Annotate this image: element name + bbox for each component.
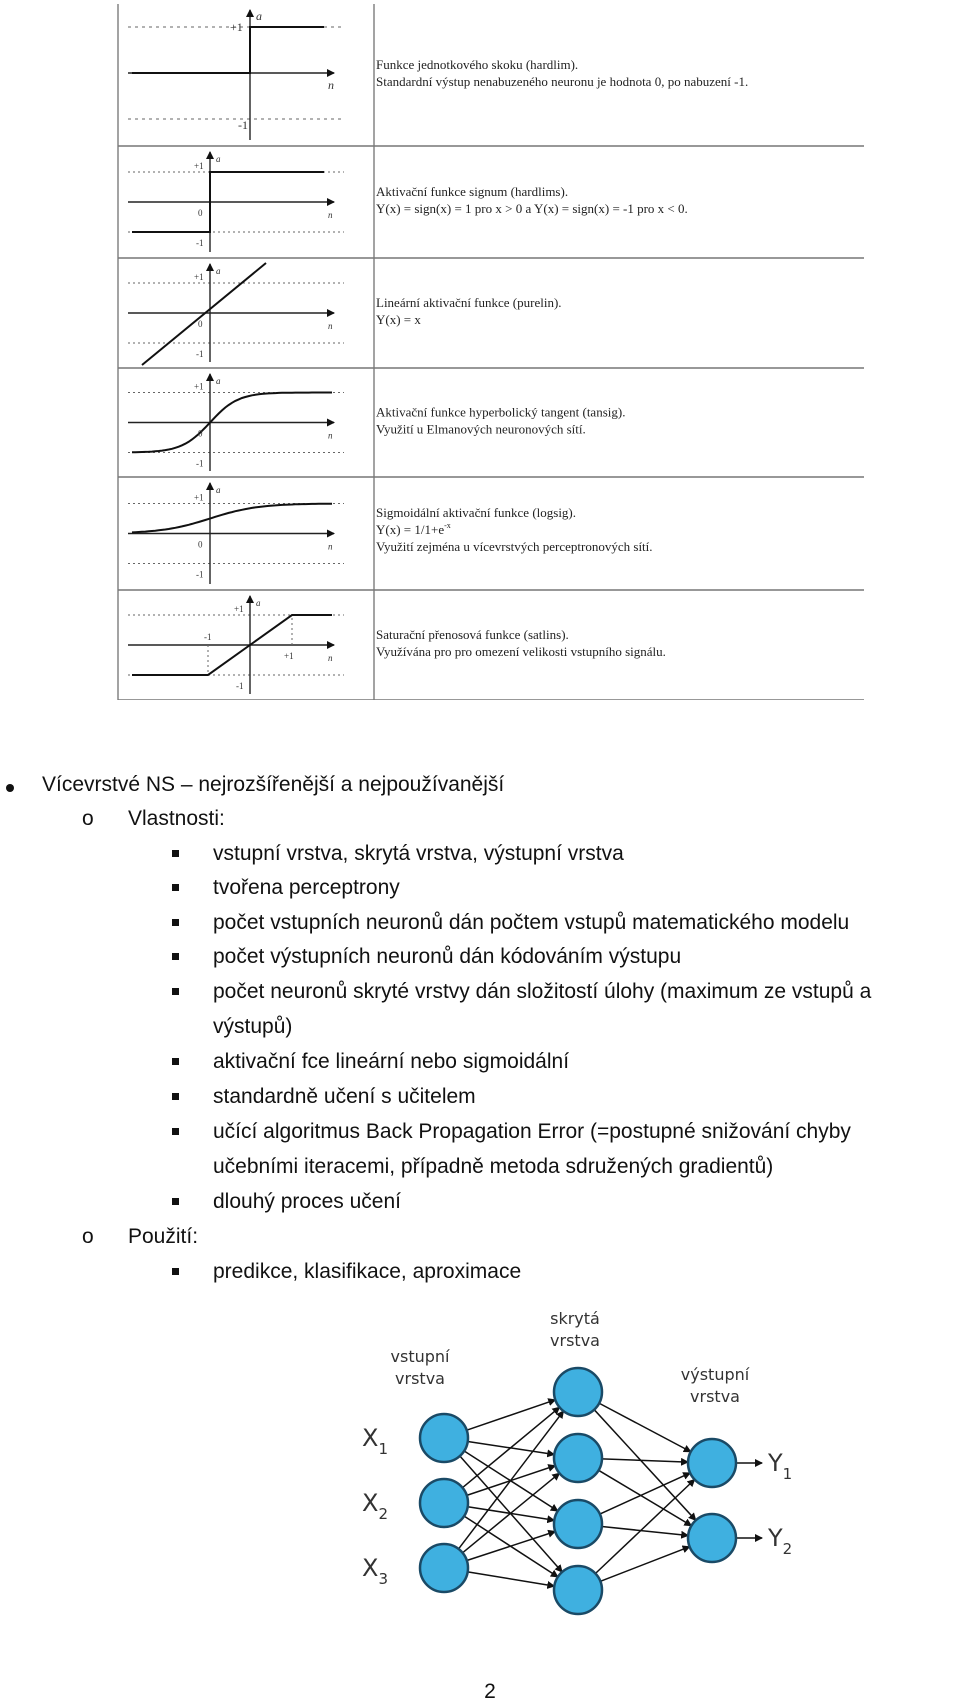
layer-label-hidden: skrytá [550,1309,600,1328]
section-label-vlastnosti: Vlastnosti: [128,807,225,830]
activation-function-table [0,0,960,700]
table-row [118,263,864,368]
activation-curve [142,263,266,365]
activation-graph [128,152,344,252]
bullet-square-icon [172,1093,179,1100]
function-description: Y(x) = sign(x) = 1 pro x > 0 a Y(x) = sign(x) = -1 pro x < 0. [376,201,688,216]
layer-label-input: vrstva [395,1369,445,1388]
tick-label: +1 [194,161,204,171]
list-item: počet výstupních neuronů dán kódováním výstupu [213,945,682,968]
activation-graph [128,263,344,365]
output-neuron [688,1514,736,1562]
input-label: $X_3$ [362,1554,388,1588]
connection-arrow [600,1547,689,1582]
bullet-square-icon [172,1198,179,1205]
table-row [118,152,864,258]
hidden-neuron [554,1566,602,1614]
input-neuron [420,1414,468,1462]
function-description: Aktivační funkce signum (hardlims). [376,184,569,199]
axis-label: a [256,598,261,608]
layer-label-input: vstupní [390,1347,450,1366]
connection-arrow [463,1473,560,1553]
tick-label: -1 [236,681,244,691]
tick-label: -1 [196,349,204,359]
activation-graph [128,374,344,471]
output-label: $Y_2$ [768,1524,793,1558]
list-item: počet vstupních neuronů dán počtem vstupů matematického modelu [213,911,850,934]
neural-network-diagram [350,1300,830,1650]
section-label-pouziti: Použití: [128,1225,199,1248]
axis-label: a [216,376,221,386]
layer-label-hidden: vrstva [550,1331,600,1350]
bullet-circle-icon: o [82,807,94,830]
function-description: Saturační přenosová funkce (satlins). [376,627,569,642]
tick-label: +1 [230,20,243,34]
bullet-dot-icon [6,784,14,792]
activation-graph [128,596,344,694]
list-item: tvořena perceptrony [213,876,400,899]
input-label: $X_1$ [362,1424,388,1458]
axis-label: a [216,154,221,164]
outline-heading: Vícevrstvé NS – nejrozšířenější a nejpoužívanější [42,773,505,796]
bullet-square-icon [172,1128,179,1135]
connection-arrow [462,1407,559,1487]
activation-graph [128,9,344,140]
function-description: Využití u Elmanových neuronových sítí. [376,421,586,437]
connection-arrow [602,1526,688,1535]
activation-curve [132,504,332,533]
list-item: aktivační fce lineární nebo sigmoidální [213,1050,570,1073]
tick-label: 0 [198,208,203,218]
function-description: Funkce jednotkového skoku (hardlim). [376,57,579,72]
tick-label: +1 [194,492,204,503]
activation-graph [128,483,344,584]
bullet-square-icon [172,988,179,995]
axis-label: n [328,210,333,220]
hidden-neuron [554,1500,602,1548]
tick-label: -1 [196,569,204,580]
function-description: Aktivační funkce hyperbolický tangent (tansig). [376,404,626,420]
bullet-square-icon [172,884,179,891]
function-description: Využívána pro pro omezení velikosti vstupního signálu. [376,644,666,659]
list-item: predikce, klasifikace, aproximace [213,1260,522,1283]
input-neuron [420,1544,468,1592]
connection-arrow [459,1411,564,1549]
table-row [118,483,864,590]
tick-label: 0 [198,428,203,439]
axis-label: n [328,541,333,552]
tick-label: -1 [196,458,204,469]
function-description: Sigmoidální aktivační funkce (logsig). [376,505,577,520]
hidden-neuron [554,1434,602,1482]
connection-arrow [468,1572,555,1586]
connection-arrow [594,1410,696,1521]
tick-label: +1 [234,604,244,614]
axis-label: n [328,78,334,92]
bullet-square-icon [172,850,179,857]
function-description: Lineární aktivační funkce (purelin). [376,295,562,310]
axis-label: a [256,9,262,23]
list-item: dlouhý proces učení [213,1190,401,1213]
axis-label: n [328,430,333,441]
layer-label-output: vrstva [690,1387,740,1406]
axis-label: a [216,485,221,495]
activation-curve [132,27,324,73]
bullet-circle-icon: o [82,1225,94,1248]
list-item: počet neuronů skryté vrstvy dán složitostí úlohy (maximum ze vstupů a [213,980,872,1003]
function-description: $Y(x) = 1/1+e^{-x}$ [376,521,451,537]
tick-label: -1 [238,118,248,132]
tick-label: 0 [198,539,203,550]
tick-label: +1 [194,272,204,282]
output-label: $Y_1$ [768,1449,793,1483]
table-row [118,374,864,477]
output-neuron [688,1439,736,1487]
connection-arrow [467,1400,556,1430]
axis-label: n [328,653,333,663]
list-item: standardně učení s učitelem [213,1085,476,1108]
bullet-square-icon [172,953,179,960]
tick-label: +1 [194,381,204,392]
input-neuron [420,1479,468,1527]
connection-arrow [602,1459,688,1462]
function-description: Y(x) = x [376,312,421,327]
list-item: učící algoritmus Back Propagation Error (=postupné snižování chyby [213,1120,851,1143]
hidden-neuron [554,1368,602,1416]
connection-arrow [599,1403,691,1452]
table-row [118,596,864,700]
table-row [118,9,864,146]
list-item: vstupní vrstva, skrytá vrstva, výstupní vrstva [213,842,624,865]
function-description: Standardní výstup nenabuzeného neuronu je hodnota 0, po nabuzení -1. [376,74,749,89]
connection-arrow [467,1531,555,1560]
tick-label: +1 [284,651,294,661]
input-label: $X_2$ [362,1489,388,1523]
axis-label: n [328,321,333,331]
layer-label-output: výstupní [680,1365,750,1384]
tick-label: -1 [204,632,212,642]
bullet-square-icon [172,1268,179,1275]
page-number: 2 [484,1680,496,1703]
list-item-continuation: výstupů) [213,1015,293,1038]
axis-label: a [216,266,221,276]
tick-label: 0 [198,319,203,329]
tick-label: -1 [196,238,204,248]
bullet-square-icon [172,919,179,926]
list-item-continuation: učebními iteracemi, případně metoda sdružených gradientů) [213,1155,774,1178]
bullet-square-icon [172,1058,179,1065]
function-description: Využití zejména u vícevrstvých perceptronových sítí. [376,539,653,554]
